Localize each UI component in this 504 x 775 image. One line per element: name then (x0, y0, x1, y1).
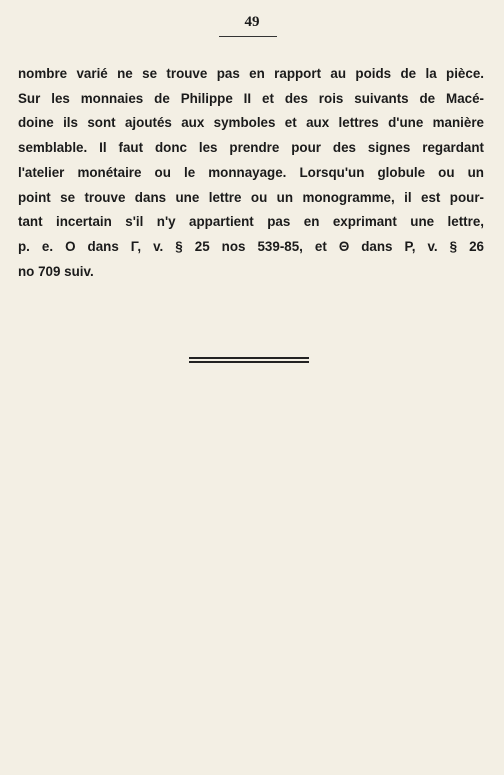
paragraph-line: point se trouve dans une lettre ou un monogramme, il est pour- (18, 189, 484, 205)
page-number: 49 (244, 14, 260, 30)
page-number-underline (219, 36, 277, 37)
paragraph-line: semblable. Il faut donc les prendre pour des signes regardant (18, 140, 484, 156)
paragraph-line: l'atelier monétaire ou le monnayage. Lorsqu'un globule ou un (18, 164, 484, 180)
rule-bar-bottom (189, 361, 309, 363)
paragraph-line: no 709 suiv. (18, 263, 94, 279)
paragraph-line: p. e. O dans Γ, v. § 25 nos 539-85, et Θ dans P, v. § 26 (18, 238, 484, 254)
paragraph-line: tant incertain s'il n'y appartient pas en exprimant une lettre, (18, 214, 484, 230)
paragraph-line: nombre varié ne se trouve pas en rapport au poids de la pièce. (18, 66, 484, 81)
section-end-double-rule (189, 357, 309, 363)
paragraph-line: Sur les monnaies de Philippe II et des rois suivants de Macé- (18, 90, 484, 106)
rule-bar-top (189, 357, 309, 359)
paragraph-line: doine ils sont ajoutés aux symboles et aux lettres d'une manière (18, 115, 484, 131)
body-paragraph (18, 62, 484, 284)
